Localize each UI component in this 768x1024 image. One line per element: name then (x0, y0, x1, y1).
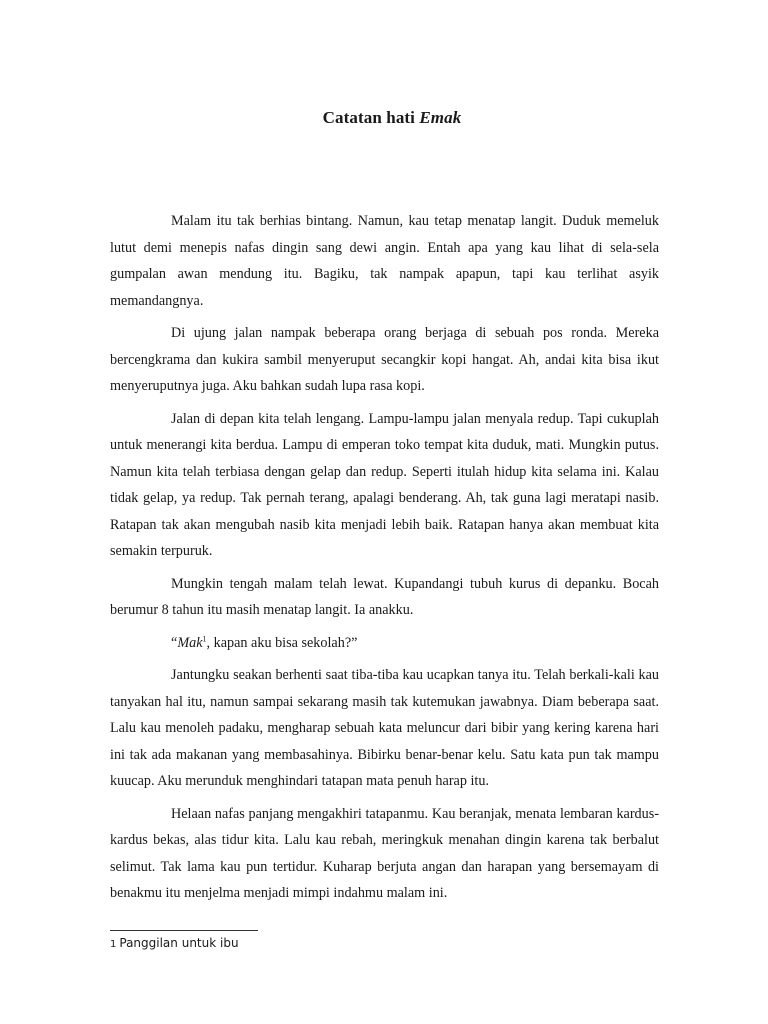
footnote-text: Panggilan untuk ibu (119, 936, 239, 950)
footnote (110, 935, 239, 953)
document-title (0, 108, 768, 128)
paragraph-4: Mungkin tengah malam telah lewat. Kupandangi tubuh kurus di depanku. Bocah berumur 8 tahun itu masih menatap langit. Ia anakku. (110, 575, 659, 618)
paragraph-5: Jantungku seakan berhenti saat tiba-tiba kau ucapkan tanya itu. Telah berkali-kali kau tanyakan hal itu, namun sampai sekarang masih tak kutemukan jawabnya. Diam beberapa saat. Lalu kau menoleh padaku, mengharap sebuah kata meluncur dari bibir yang kering karena hari ini tak ada makanan yang membasahinya. Bibirku benar-benar kelu. Satu kata pun tak mampu kuucap. Aku merunduk menghindari tatapan mata penuh harap itu. (110, 667, 659, 789)
paragraph-2: Di ujung jalan nampak beberapa orang berjaga di sebuah pos ronda. Mereka bercengkrama dan kukira sambil menyeruput secangkir kopi hangat. Ah, andai kita bisa ikut menyeruputnya juga. Aku bahkan sudah lupa rasa kopi. (110, 325, 659, 394)
quote-open: “ (171, 634, 178, 651)
dialogue-quote (110, 630, 659, 657)
footnote-marker: 1 (110, 939, 117, 950)
quote-rest: , kapan aku bisa sekolah?” (206, 634, 358, 651)
body-text (110, 208, 659, 913)
paragraph-6: Helaan nafas panjang mengakhiri tatapanmu. Kau beranjak, menata lembaran kardus-kardus bekas, alas tidur kita. Lalu kau rebah, meringkuk menahan dingin karena tak berbalut selimut. Tak lama kau pun tertidur. Kuharap berjuta angan dan harapan yang bersemayam di benakmu itu menjelma menjadi mimpi indahmu malam ini. (110, 805, 659, 901)
paragraph-3: Jalan di depan kita telah lengang. Lampu-lampu jalan menyala redup. Tapi cukuplah untuk menerangi kita berdua. Lampu di emperan toko tempat kita duduk, mati. Mungkin putus. Namun kita telah terbiasa dengan gelap dan redup. Seperti itulah hidup kita selama ini. Kalau tidak gelap, ya redup. Tak pernah terang, apalagi benderang. Ah, tak guna lagi meratapi nasib. Ratapan tak akan mengubah nasib kita menjadi lebih baik. Ratapan hanya akan membuat kita semakin terpuruk. (110, 410, 659, 559)
footnote-separator (110, 930, 258, 931)
paragraph-1: Malam itu tak berhias bintang. Namun, kau tetap menatap langit. Duduk memeluk lutut demi menepis nafas dingin sang dewi angin. Entah apa yang kau lihat di sela-sela gumpalan awan mendung itu. Bagiku, tak nampak apapun, tapi kau terlihat asyik memandangnya. (110, 213, 659, 309)
title-plain: Catatan hati (322, 108, 420, 127)
title-italic: Emak (419, 108, 462, 127)
quote-italic-word: Mak (177, 634, 203, 651)
footnote-reference[interactable]: 1 (202, 633, 207, 643)
